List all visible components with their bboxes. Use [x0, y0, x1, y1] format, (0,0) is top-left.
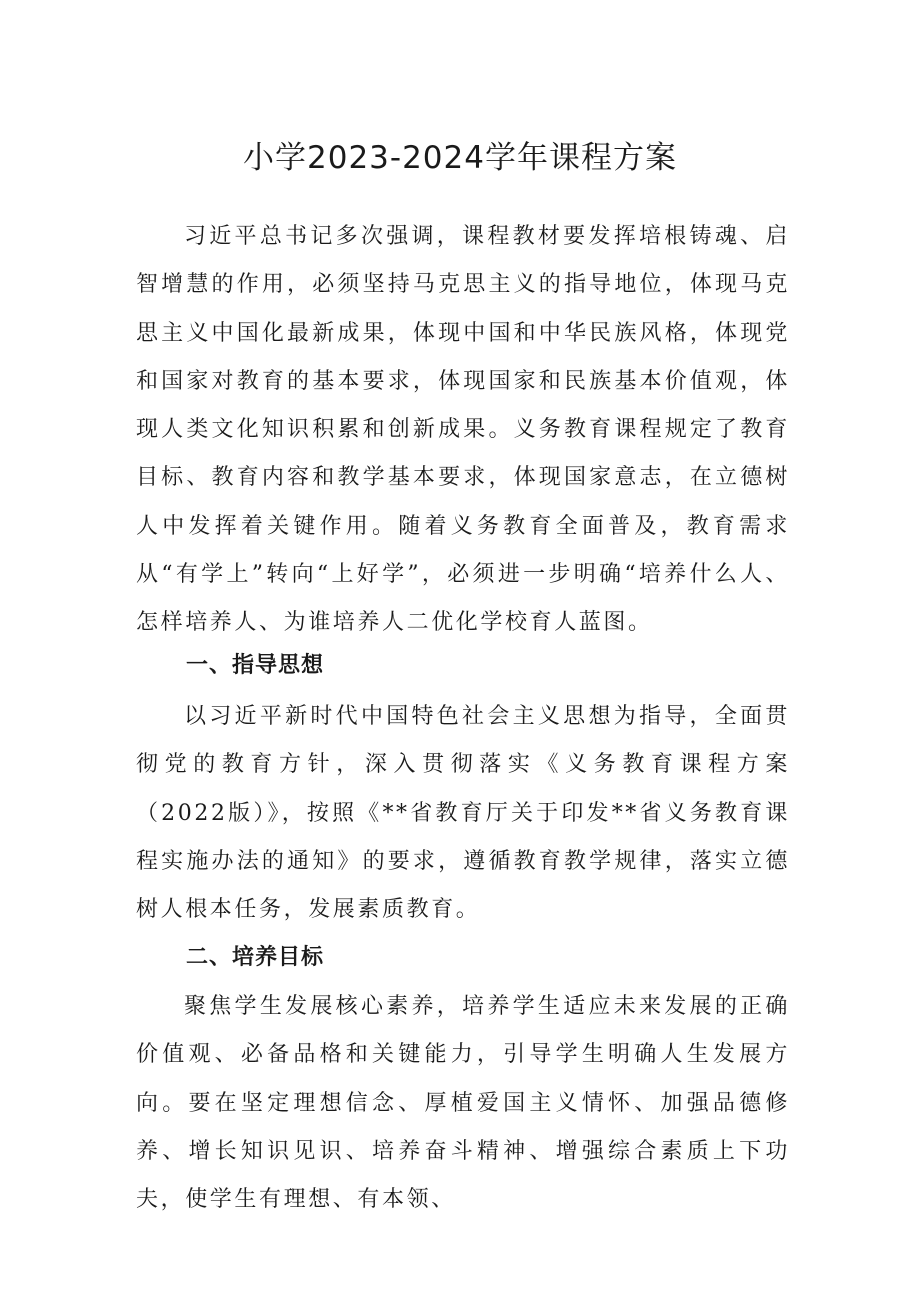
document-title: 小学2023-2024学年课程方案 [243, 140, 677, 176]
training-objectives-paragraph: 聚焦学生发展核心素养，培养学生适应未来发展的正确价值观、必备品格和关键能力，引导学生明确人生发展方向。要在坚定理想信念、厚植爱国主义情怀、加强品德修养、增长知识见识、培养奋斗精神、增强综合素质上下功夫，使学生有理想、有本领、 [136, 994, 790, 1213]
section-heading-guiding-ideology: 一、指导思想 [186, 653, 325, 678]
guiding-ideology-paragraph: 以习近平新时代中国特色社会主义思想为指导，全面贯彻党的教育方针，深入贯彻落实《义务教育课程方案（2022版）》，按照《**省教育厅关于印发**省义务教育课程实施办法的通知》的要求，遵循教育教学规律，落实立德树人根本任务，发展素质教育。 [136, 704, 790, 923]
intro-paragraph: 习近平总书记多次强调，课程教材要发挥培根铸魂、启智增慧的作用，必须坚持马克思主义的指导地位，体现马克思主义中国化最新成果，体现中国和中华民族风格，体现党和国家对教育的基本要求，体现国家和民族基本价值观，体现人类文化知识积累和创新成果。义务教育课程规定了教育目标、教育内容和教学基本要求，体现国家意志，在立德树人中发挥着关键作用。随着义务教育全面普及，教育需求从“有学上”转向“上好学”，必须进一步明确“培养什么人、怎样培养人、为谁培养人二优化学校育人蓝图。 [136, 224, 790, 636]
section-heading-training-objectives: 二、培养目标 [186, 945, 325, 970]
